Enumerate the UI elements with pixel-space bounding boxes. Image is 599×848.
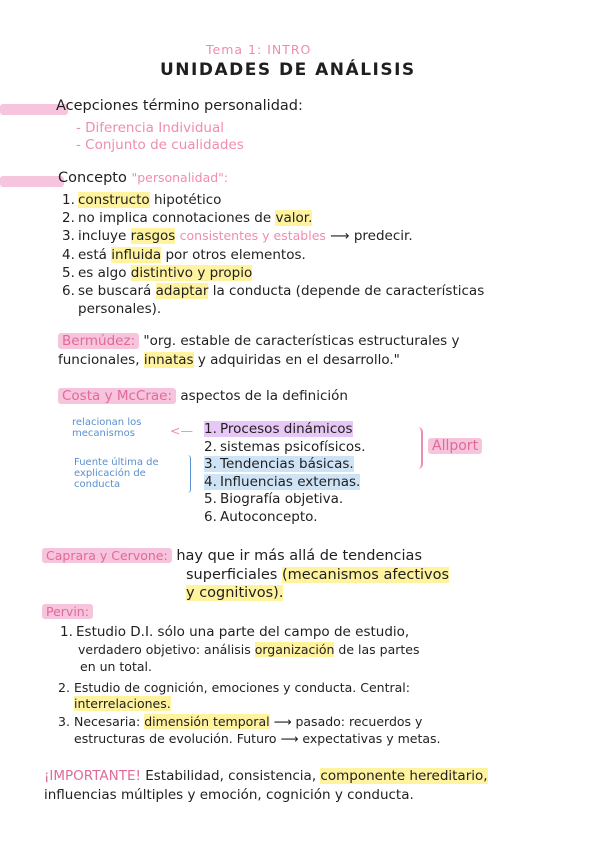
page-title: UNIDADES DE ANÁLISIS	[160, 60, 416, 80]
acepciones-item: - Conjunto de cualidades	[76, 137, 244, 153]
section-marker	[0, 176, 64, 187]
pervin-item1-l2: verdadero objetivo: análisis organización de las partes	[78, 642, 420, 657]
fuente-note: Fuente última de explicación de conducta	[74, 457, 159, 490]
pervin-item3-l1: 3. Necesaria: dimensión temporal ⟶ pasado: recuerdos y	[58, 714, 423, 729]
caprara-line2: superficiales (mecanismos afectivos	[186, 567, 450, 583]
bermudez-line2: funcionales, innatas y adquiridas en el desarrollo."	[58, 352, 400, 368]
concepto-heading: Concepto	[58, 170, 127, 186]
importante-line2: influencias múltiples y emoción, cognición y conducta.	[44, 787, 414, 803]
list-item: 4. Influencias externas.	[204, 473, 361, 490]
acepciones-item: - Diferencia Individual	[76, 120, 224, 136]
caprara-line1: Caprara y Cervone: hay que ir más allá de tendencias	[42, 548, 422, 564]
caprara-line3: y cognitivos).	[186, 585, 284, 601]
importante-tag: ¡IMPORTANTE!	[44, 768, 141, 784]
consistentes-label: consistentes y estables	[179, 228, 326, 244]
blue-brace	[184, 455, 191, 493]
costa-tag: Costa y McCrae:	[58, 388, 176, 404]
list-item: 1. Procesos dinámicos	[204, 421, 353, 437]
list-item: 6. se buscará adaptar la conducta (depende de características	[62, 283, 485, 300]
concepto-tag: "personalidad":	[131, 170, 229, 185]
list-item: 1. constructo hipotético	[62, 192, 222, 208]
importante-line1: ¡IMPORTANTE! Estabilidad, consistencia, componente hereditario,	[44, 768, 488, 784]
pink-brace	[413, 427, 423, 469]
list-item: 2. sistemas psicofísicos.	[204, 438, 366, 455]
arrow-left: <—	[170, 423, 193, 438]
pervin-item1-l3: en un total.	[80, 659, 152, 674]
pervin-item2-l1: 2. Estudio de cognición, emociones y conducta. Central:	[58, 680, 410, 695]
pervin-item3-l2: estructuras de evolución. Futuro ⟶ expectativas y metas.	[74, 731, 441, 746]
concepto-list	[62, 191, 484, 318]
list-item: 5. es algo distintivo y propio	[62, 264, 253, 281]
list-item-cont: personales).	[78, 301, 162, 318]
pervin-heading	[42, 604, 93, 619]
costa-line	[58, 388, 348, 404]
list-item: 3. incluye rasgos consistentes y estables ⟶ predecir.	[62, 228, 413, 245]
bermudez-text1: "org. estable de características estructurales y	[143, 333, 460, 349]
list-item: 5. Biografía objetiva.	[204, 491, 344, 508]
list-item: 3. Tendencias básicas.	[204, 456, 354, 473]
allport-label: Allport	[428, 438, 482, 454]
bermudez-line1	[58, 333, 459, 349]
caprara-tag: Caprara y Cervone:	[42, 548, 172, 563]
pervin-tag: Pervin:	[42, 604, 93, 619]
concepto-heading-line	[58, 170, 228, 186]
list-item: 4. está influida por otros elementos.	[62, 246, 306, 263]
page-subtitle: Tema 1: INTRO	[206, 42, 312, 57]
pervin-item2-l2: interrelaciones.	[74, 696, 171, 711]
pervin-item1-l1: 1. Estudio D.I. sólo una parte del campo de estudio,	[60, 624, 410, 640]
costa-list	[204, 421, 366, 527]
list-item: 6. Autoconcepto.	[204, 508, 318, 525]
bermudez-tag: Bermúdez:	[58, 333, 139, 349]
acepciones-heading: Acepciones término personalidad:	[56, 98, 303, 114]
costa-text: aspectos de la definición	[180, 388, 348, 404]
list-item: 2. no implica connotaciones de valor.	[62, 210, 313, 227]
relacionan-note: relacionan los mecanismos	[72, 417, 142, 439]
